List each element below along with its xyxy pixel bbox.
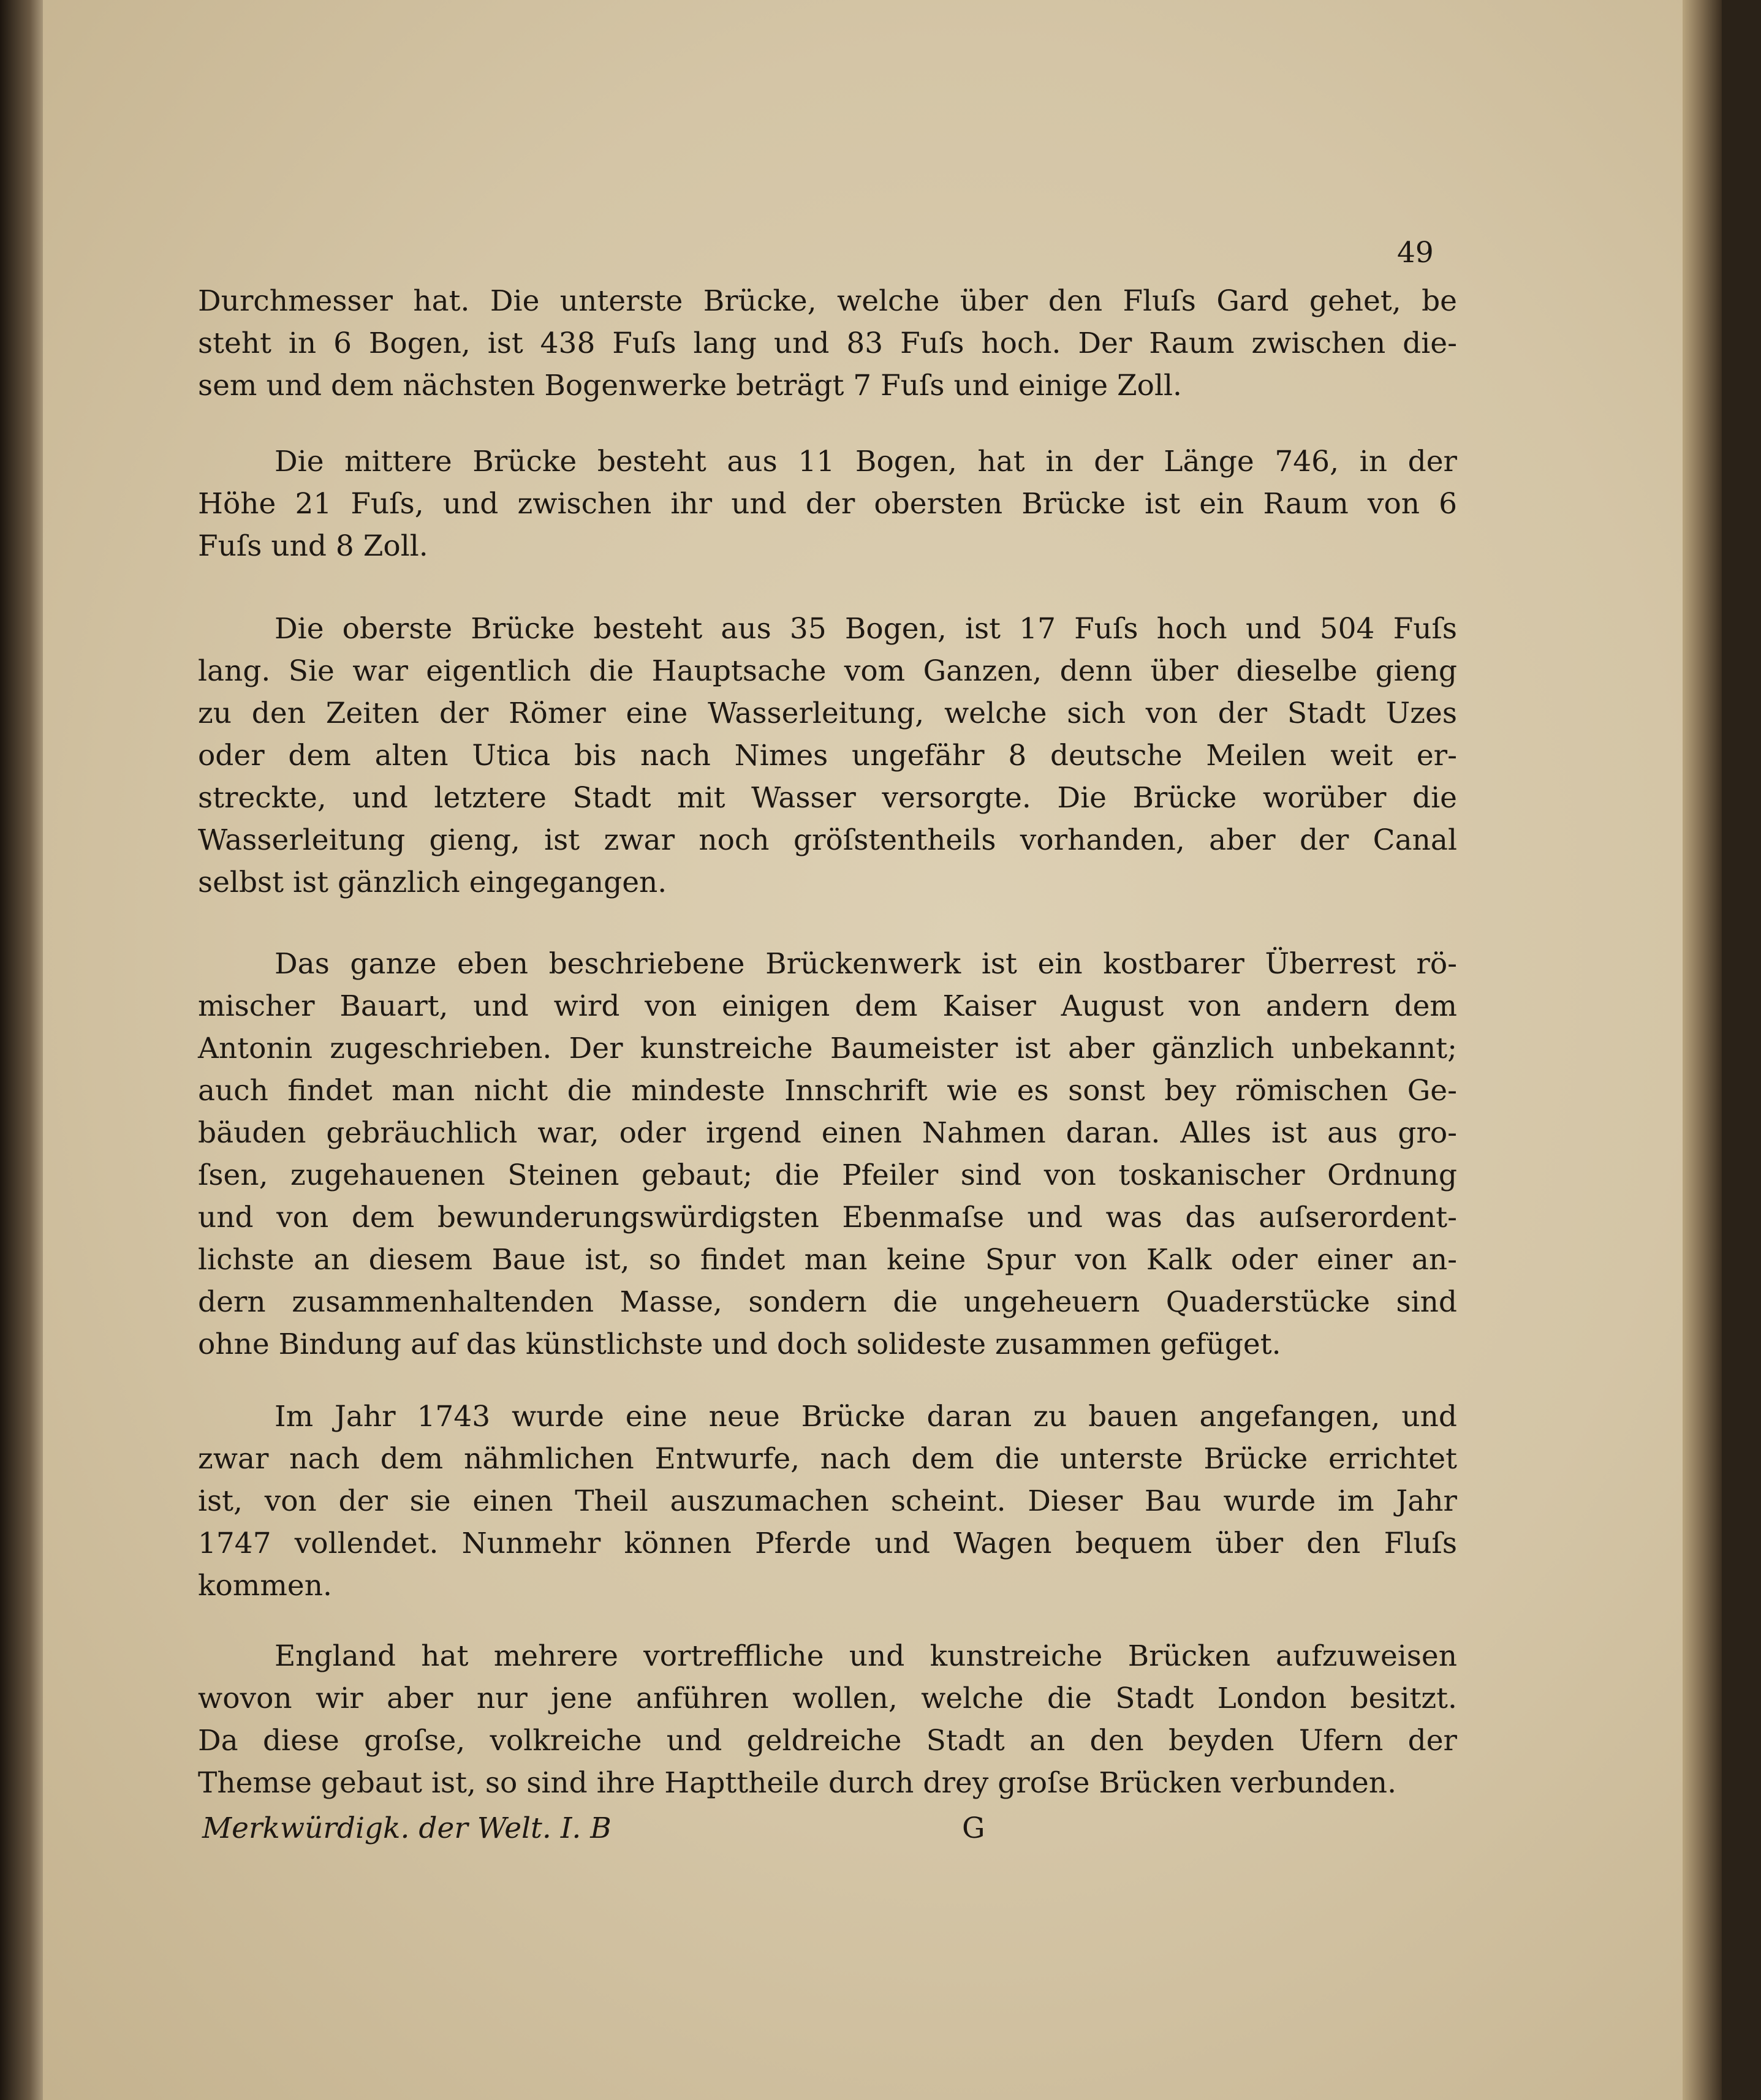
text-line: Durchmesser hat. Die unterste Brücke, welche über den Fluſs Gard gehet, be [198,284,1457,318]
text-line: Höhe 21 Fuſs, und zwischen ihr und der obersten Brücke ist ein Raum von 6 [198,487,1457,521]
text-line: Da diese groſse, volkreiche und geldreiche Stadt an den beyden Ufern der [198,1724,1457,1758]
text-line: Wasserleitung gieng, ist zwar noch gröſstentheils vorhanden, aber der Canal [198,823,1457,857]
text-line: dern zusammenhaltenden Masse, sondern die ungeheuern Quaderstücke sind [198,1285,1457,1319]
text-line: ohne Bindung auf das künstlichste und doch solideste zusammen gefüget. [198,1328,1281,1361]
paragraph [198,440,1457,567]
paragraph [198,1396,1457,1607]
text-line: oder dem alten Utica bis nach Nimes ungefähr 8 deutsche Meilen weit er- [198,739,1457,772]
text-line: Die oberste Brücke besteht aus 35 Bogen, ist 17 Fuſs hoch und 504 Fuſs [275,612,1457,646]
text-line: Die mittere Brücke besteht aus 11 Bogen, hat in der Länge 746, in der [275,445,1457,478]
text-line: wovon wir aber nur jene anführen wollen, welche die Stadt London besitzt. [198,1682,1457,1715]
page-footer [202,1807,1060,1849]
text-line: Das ganze eben beschriebene Brückenwerk ist ein kostbarer Überrest rö- [275,947,1457,981]
text-line: Im Jahr 1743 wurde eine neue Brücke daran zu bauen angefangen, und [275,1400,1457,1433]
text-line: ſsen, zugehauenen Steinen gebaut; die Pfeiler sind von toskanischer Ordnung [198,1158,1457,1192]
text-line: sem und dem nächsten Bogenwerke beträgt 7 Fuſs und einige Zoll. [198,369,1182,402]
text-line: auch findet man nicht die mindeste Innschrift wie es sonst bey römischen Ge- [198,1074,1457,1108]
text-line: streckte, und letztere Stadt mit Wasser versorgte. Die Brücke worüber die [198,781,1457,815]
text-line: zu den Zeiten der Römer eine Wasserleitung, welche sich von der Stadt Uzes [198,697,1457,730]
text-line: und von dem bewunderungswürdigsten Ebenmaſse und was das auſserordent- [198,1201,1457,1234]
text-line: bäuden gebräuchlich war, oder irgend einen Nahmen daran. Alles ist aus gro- [198,1116,1457,1150]
page-number: 49 [1397,236,1434,270]
page-edge [1683,0,1722,2100]
paragraph [198,608,1457,904]
text-line: zwar nach dem nähmlichen Entwurfe, nach dem die unterste Brücke errichtet [198,1442,1457,1476]
footer-signature: Merkwürdigk. der Welt. I. B [202,1811,612,1845]
paragraph [198,943,1457,1365]
text-line: lichste an diesem Baue ist, so findet man keine Spur von Kalk oder einer an- [198,1243,1457,1277]
paragraph [198,1635,1457,1804]
text-line: selbst ist gänzlich eingegangen. [198,866,667,899]
text-line: kommen. [198,1569,332,1603]
text-line: lang. Sie war eigentlich die Hauptsache vom Ganzen, denn über dieselbe gieng [198,654,1457,688]
text-line: steht in 6 Bogen, ist 438 Fuſs lang und 83 Fuſs hoch. Der Raum zwischen die- [198,327,1457,360]
book-gutter [0,0,43,2100]
text-line: mischer Bauart, und wird von einigen dem Kaiser August von andern dem [198,989,1457,1023]
text-line: ist, von der sie einen Theil auszumachen scheint. Dieser Bau wurde im Jahr [198,1484,1457,1518]
text-line: 1747 vollendet. Nunmehr können Pferde und Wagen bequem über den Fluſs [198,1527,1457,1560]
gathering-mark: G [962,1811,985,1845]
text-line: Themse gebaut ist, so sind ihre Hapttheile durch drey groſse Brücken verbunden. [198,1766,1397,1800]
text-line: Fuſs und 8 Zoll. [198,529,428,563]
text-line: England hat mehrere vortreffliche und kunstreiche Brücken aufzuweisen [275,1639,1457,1673]
text-line: Antonin zugeschrieben. Der kunstreiche Baumeister ist aber gänzlich unbekannt; [198,1032,1457,1065]
paragraph [198,280,1457,407]
